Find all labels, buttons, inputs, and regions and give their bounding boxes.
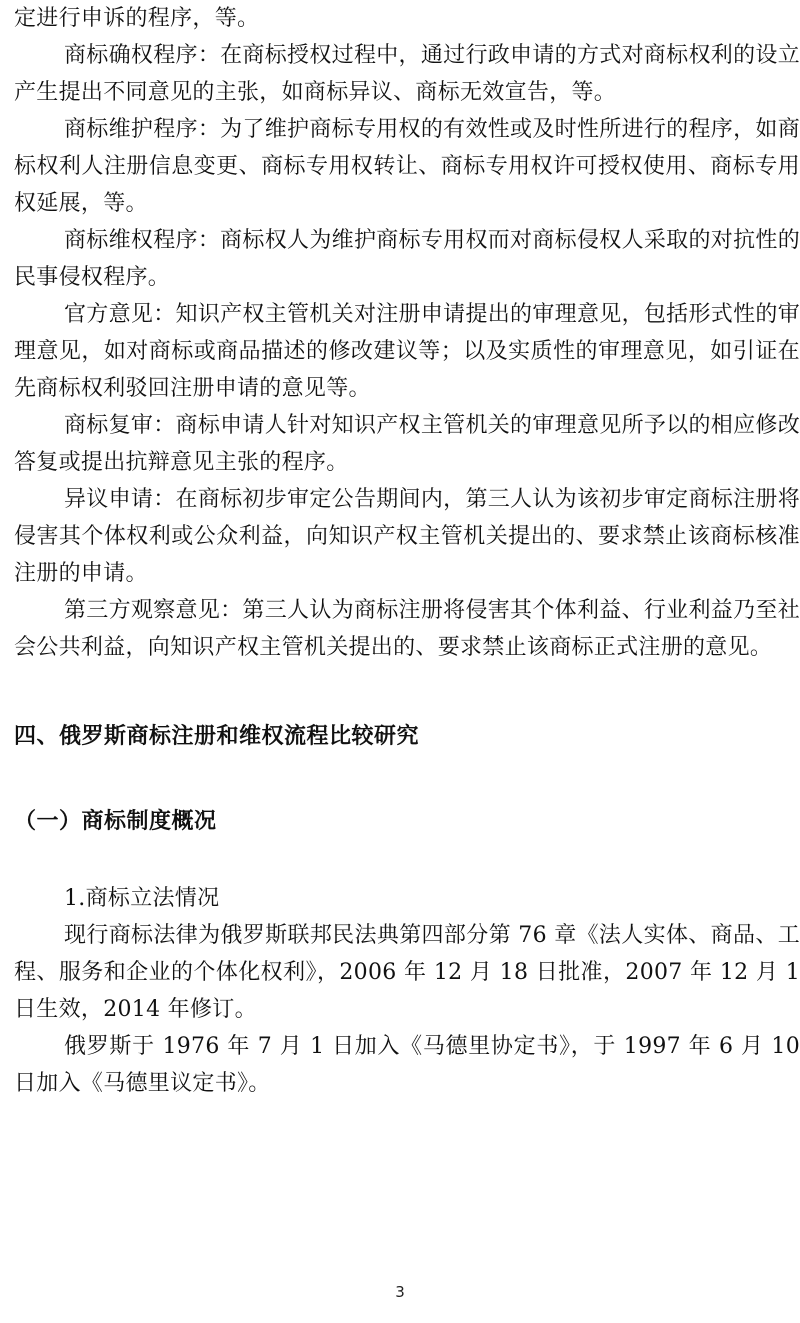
paragraph-opposition: 异议申请：在商标初步审定公告期间内，第三人认为该初步审定商标注册将侵害其个体权利或公众利益，向知识产权主管机关提出的、要求禁止该商标核准注册的申请。 — [14, 487, 800, 586]
paragraph-third-party-observation: 第三方观察意见：第三人认为商标注册将侵害其个体利益、行业利益乃至社会公共利益，向知识产权主管机关提出的、要求禁止该商标正式注册的意见。 — [14, 598, 800, 660]
subsubsection-heading: 1.商标立法情况 — [64, 886, 220, 911]
page-content — [14, 0, 800, 1102]
paragraph-trademark-maintenance: 商标维护程序：为了维护商标专用权的有效性或及时性所进行的程序，如商标权利人注册信息变更、商标专用权转让、商标专用权许可授权使用、商标专用权延展，等。 — [14, 117, 800, 216]
paragraph-madrid-accession: 俄罗斯于 1976 年 7 月 1 日加入《马德里协定书》，于 1997 年 6 月 10 日加入《马德里议定书》。 — [14, 1034, 800, 1096]
subsection-heading: （一）商标制度概况 — [14, 809, 217, 834]
paragraph-trademark-confirmation: 商标确权程序：在商标授权过程中，通过行政申请的方式对商标权利的设立产生提出不同意见的主张，如商标异议、商标无效宣告，等。 — [14, 43, 800, 105]
paragraph-continuation: 定进行申诉的程序，等。 — [14, 6, 260, 31]
paragraph-current-law: 现行商标法律为俄罗斯联邦民法典第四部分第 76 章《法人实体、商品、工程、服务和企业的个体化权利》，2006 年 12 月 18 日批准，2007 年 12 月 1 日生效，2014 年修订。 — [14, 923, 800, 1022]
paragraph-official-opinion: 官方意见：知识产权主管机关对注册申请提出的审理意见，包括形式性的审理意见，如对商标或商品描述的修改建议等；以及实质性的审理意见，如引证在先商标权利驳回注册申请的意见等。 — [14, 302, 800, 401]
section-heading: 四、俄罗斯商标注册和维权流程比较研究 — [14, 724, 420, 749]
paragraph-trademark-review: 商标复审：商标申请人针对知识产权主管机关的审理意见所予以的相应修改答复或提出抗辩意见主张的程序。 — [14, 413, 800, 475]
page-number: 3 — [395, 1283, 405, 1301]
paragraph-trademark-enforcement: 商标维权程序：商标权人为维护商标专用权而对商标侵权人采取的对抗性的民事侵权程序。 — [14, 228, 800, 290]
